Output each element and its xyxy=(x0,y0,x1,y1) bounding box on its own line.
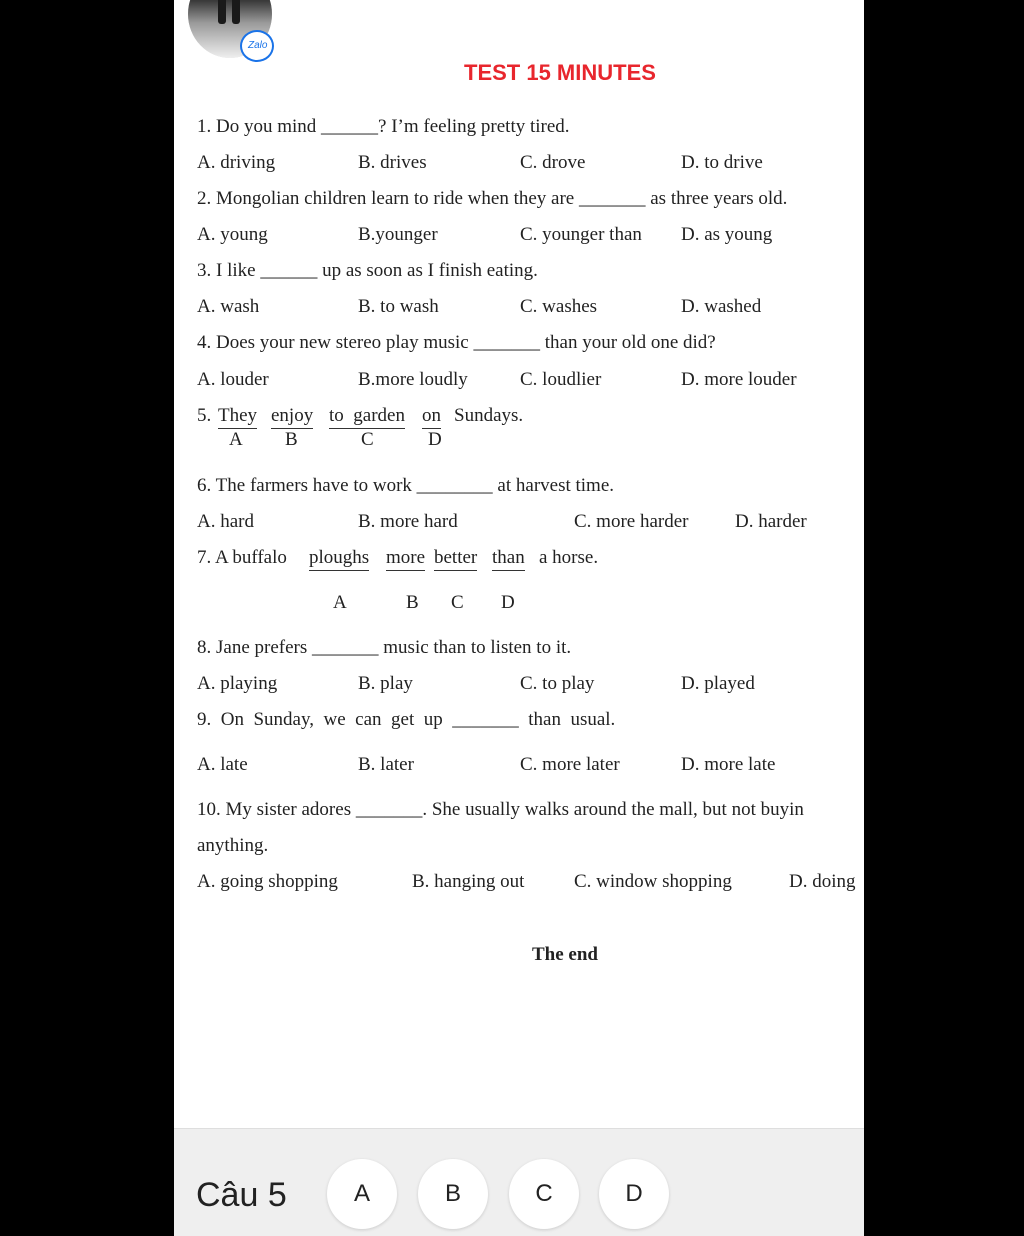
q9-option-d: D. more late xyxy=(681,754,776,775)
q10-option-c: C. window shopping xyxy=(574,871,732,892)
q8-text-end: music than to listen to it. xyxy=(383,637,572,658)
q3-option-d: D. washed xyxy=(681,296,762,317)
q10-blank: _______ xyxy=(355,799,423,820)
q5-word-c: to garden xyxy=(329,405,405,429)
question-3 xyxy=(197,260,538,282)
q2-option-c: C. younger than xyxy=(520,224,642,245)
q4-option-d: D. more louder xyxy=(681,369,797,390)
q5-word-a: They xyxy=(218,405,257,429)
avatar-figure xyxy=(218,0,226,24)
q10-text-line2: anything. xyxy=(197,835,269,856)
q2-option-d: D. as young xyxy=(681,224,773,245)
question-8 xyxy=(197,637,571,659)
q7-letter-a: A xyxy=(333,592,347,613)
q6-blank: ________ xyxy=(416,475,493,496)
q1-option-a: A. driving xyxy=(197,152,276,173)
q10-option-a: A. going shopping xyxy=(197,871,338,892)
question-9 xyxy=(197,709,615,731)
zalo-badge xyxy=(240,30,274,62)
question-4 xyxy=(197,332,716,354)
worksheet-page xyxy=(174,0,864,1236)
q6-option-a: A. hard xyxy=(197,511,254,532)
answer-c-button[interactable]: C xyxy=(509,1159,579,1229)
q3-option-b: B. to wash xyxy=(358,296,439,317)
q3-option-a: A. wash xyxy=(197,296,260,317)
question-10 xyxy=(197,799,804,821)
q7-letter-c: C xyxy=(451,592,464,613)
q8-blank: _______ xyxy=(312,637,379,658)
answer-a-button[interactable]: A xyxy=(327,1159,397,1229)
q5-text-end: Sundays. xyxy=(454,405,524,426)
q6-option-d: D. harder xyxy=(735,511,807,532)
q8-option-b: B. play xyxy=(358,673,413,694)
q8-option-d: D. played xyxy=(681,673,755,694)
q5-letter-b: B xyxy=(285,429,298,450)
q4-blank: _______ xyxy=(473,332,540,353)
q5-letter-d: D xyxy=(428,429,442,450)
q5-letter-c: C xyxy=(361,429,374,450)
q2-text-end: as three years old. xyxy=(650,188,788,209)
q3-blank: ______ xyxy=(260,260,318,281)
q5-number: 5. xyxy=(197,405,212,426)
question-number-label: Câu 5 xyxy=(196,1176,287,1214)
page-title: TEST 15 MINUTES xyxy=(464,60,656,85)
the-end-label: The end xyxy=(532,944,598,965)
q6-option-c: C. more harder xyxy=(574,511,689,532)
q1-option-b: B. drives xyxy=(358,152,427,173)
q3-text: 3. I like xyxy=(197,260,256,281)
q10-option-b: B. hanging out xyxy=(412,871,525,892)
q9-text: 9. On Sunday, we can get up xyxy=(197,709,443,730)
q9-option-a: A. late xyxy=(197,754,248,775)
q7-letter-b: B xyxy=(406,592,419,613)
q2-text: 2. Mongolian children learn to ride when they are xyxy=(197,188,575,209)
q6-text-end: at harvest time. xyxy=(497,475,615,496)
q10-text-end: . She usually walks around the mall, but not buyin xyxy=(422,799,804,820)
q5-letter-a: A xyxy=(229,429,243,450)
q1-text: 1. Do you mind xyxy=(197,116,317,137)
question-1 xyxy=(197,116,570,138)
q4-text-end: than your old one did? xyxy=(544,332,716,353)
q1-text-end: ? I’m feeling pretty tired. xyxy=(378,116,570,137)
q5-word-d: on xyxy=(422,405,441,429)
q10-option-d: D. doing xyxy=(789,871,856,892)
q2-option-a: A. young xyxy=(197,224,268,245)
q9-text-end: than usual. xyxy=(528,709,616,730)
q10-text: 10. My sister adores xyxy=(197,799,352,820)
q5-word-b: enjoy xyxy=(271,405,313,429)
q8-option-a: A. playing xyxy=(197,673,278,694)
answer-d-button[interactable]: D xyxy=(599,1159,669,1229)
q4-option-a: A. louder xyxy=(197,369,269,390)
q6-text: 6. The farmers have to work xyxy=(197,475,412,496)
q7-word-a: ploughs xyxy=(309,547,369,571)
answer-bar xyxy=(174,1128,864,1236)
q2-option-b: B.younger xyxy=(358,224,438,245)
q4-option-b: B.more loudly xyxy=(358,369,468,390)
q7-text: 7. A buffalo xyxy=(197,547,287,568)
q1-blank: ______ xyxy=(321,116,379,137)
q8-text: 8. Jane prefers xyxy=(197,637,308,658)
q7-letter-d: D xyxy=(501,592,515,613)
answer-b-button[interactable]: B xyxy=(418,1159,488,1229)
q9-blank: _______ xyxy=(452,709,519,730)
q9-option-b: B. later xyxy=(358,754,414,775)
q9-option-c: C. more later xyxy=(520,754,620,775)
q1-option-d: D. to drive xyxy=(681,152,763,173)
q7-word-d: than xyxy=(492,547,525,571)
q7-text-end: a horse. xyxy=(539,547,599,568)
q2-blank: _______ xyxy=(579,188,646,209)
q3-text-end: up as soon as I finish eating. xyxy=(322,260,538,281)
q8-option-c: C. to play xyxy=(520,673,595,694)
question-2 xyxy=(197,188,787,210)
q7-word-b: more xyxy=(386,547,425,571)
q4-option-c: C. loudlier xyxy=(520,369,602,390)
q7-word-c: better xyxy=(434,547,477,571)
q4-text: 4. Does your new stereo play music xyxy=(197,332,469,353)
avatar-figure xyxy=(232,0,240,24)
q6-option-b: B. more hard xyxy=(358,511,458,532)
q1-option-c: C. drove xyxy=(520,152,586,173)
question-6 xyxy=(197,475,614,497)
zalo-label: Zalo xyxy=(248,40,268,51)
q3-option-c: C. washes xyxy=(520,296,598,317)
